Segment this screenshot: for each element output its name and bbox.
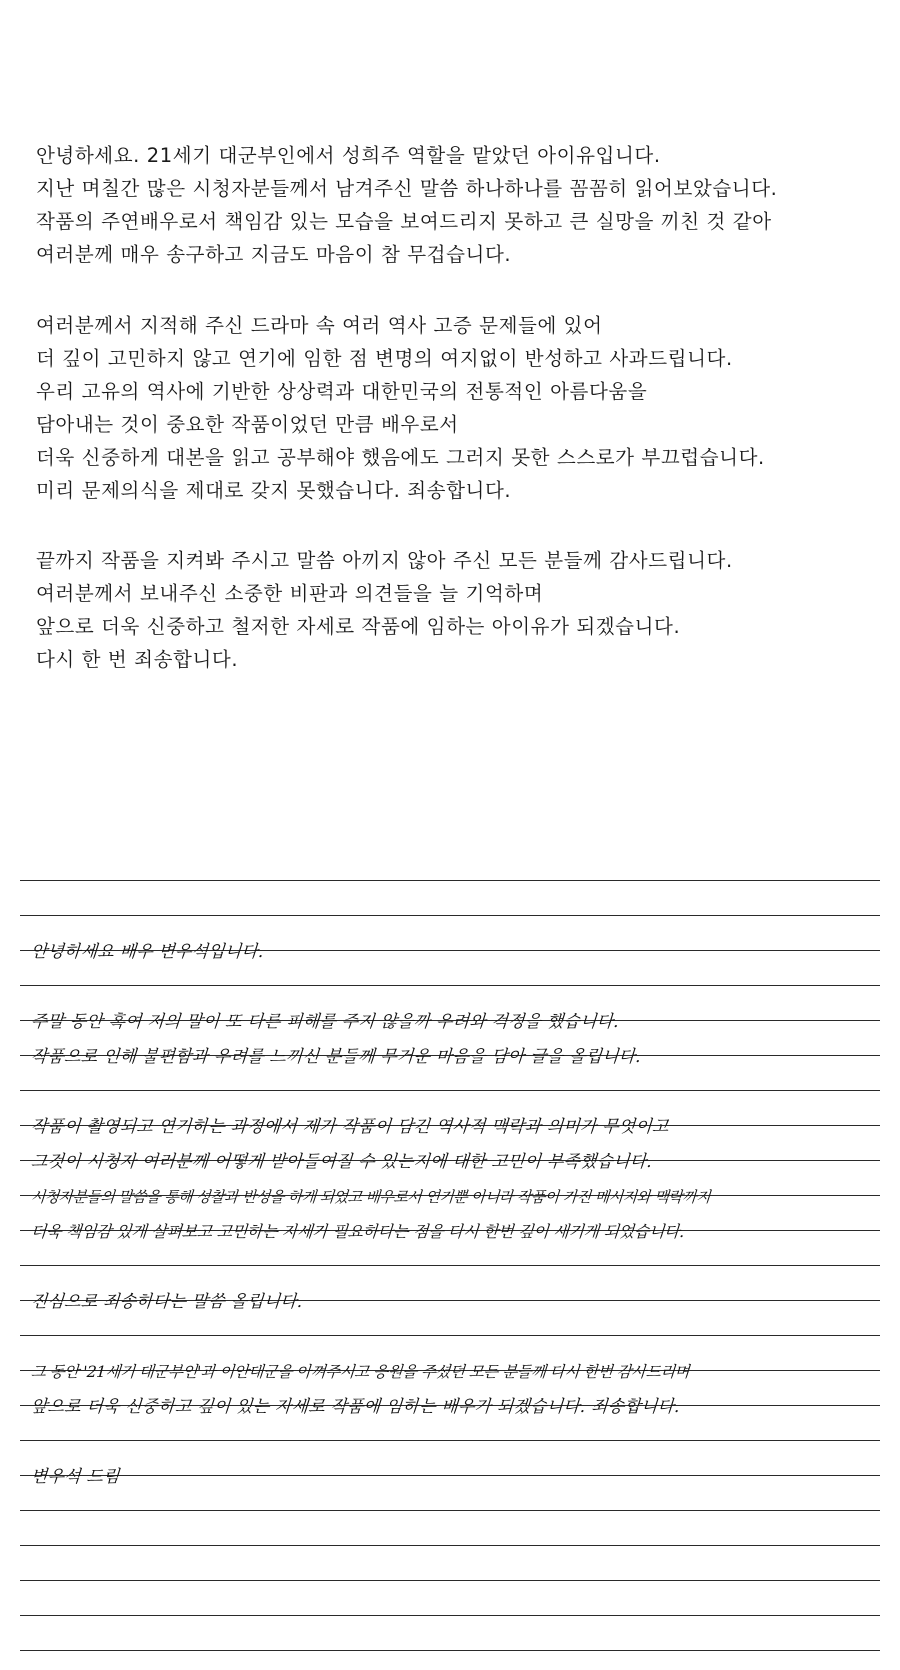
typed-line: 다시 한 번 죄송합니다. <box>36 648 239 671</box>
ruled-line <box>20 1650 880 1651</box>
ruled-line <box>20 1475 880 1476</box>
handwritten-signature: 변우석 드림 <box>30 1467 121 1487</box>
typed-line: 작품의 주연배우로서 책임감 있는 모습을 보여드리지 못하고 큰 실망을 끼친 것 같아 <box>36 210 772 233</box>
ruled-line <box>20 1510 880 1511</box>
typed-line: 담아내는 것이 중요한 작품이었던 만큼 배우로서 <box>36 413 459 436</box>
ruled-line <box>20 1545 880 1546</box>
typed-line: 우리 고유의 역사에 기반한 상상력과 대한민국의 전통적인 아름다움을 <box>36 380 648 403</box>
typed-line: 여러분께서 보내주신 소중한 비판과 의견들을 늘 기억하며 <box>36 582 544 605</box>
typed-line: 앞으로 더욱 신중하고 철저한 자세로 작품에 임하는 아이유가 되겠습니다. <box>36 615 681 638</box>
handwritten-line: 작품이 촬영되고 연기하는 과정에서 제가 작품이 담긴 역사적 맥락과 의미가 무엇이고 <box>30 1117 670 1137</box>
handwritten-line: 그 동안 '21세기 대군부인'과 이안대군을 아껴주시고 응원을 주셨던 모든 분들께 다시 한번 감사드리며 <box>30 1363 690 1381</box>
ruled-line <box>20 1335 880 1336</box>
ruled-line <box>20 880 880 881</box>
typed-line: 더욱 신중하게 대본을 읽고 공부해야 했음에도 그러지 못한 스스로가 부끄럽습니다. <box>36 446 765 469</box>
typed-line: 미리 문제의식을 제대로 갖지 못했습니다. 죄송합니다. <box>36 479 512 502</box>
ruled-line <box>20 1090 880 1091</box>
typed-line: 안녕하세요. 21세기 대군부인에서 성희주 역할을 맡았던 아이유입니다. <box>36 144 661 167</box>
handwritten-line: 앞으로 더욱 신중하고 깊이 있는 자세로 작품에 임하는 배우가 되겠습니다. 죄송합니다. <box>30 1397 681 1417</box>
ruled-line <box>20 1440 880 1441</box>
handwritten-line: 더욱 책임감 있게 살펴보고 고민하는 자세가 필요하다는 점을 다시 한번 깊이 새기게 되었습니다. <box>30 1222 685 1241</box>
ruled-line <box>20 1265 880 1266</box>
handwritten-line: 시청자분들의 말씀을 통해 성찰과 반성을 하게 되었고 배우로서 연기뿐 아니라 작품이 가진 메시지와 맥락까지 <box>30 1188 711 1206</box>
handwritten-line: 안녕하세요 배우 변우석입니다. <box>30 942 265 962</box>
handwritten-line: 그것이 시청자 여러분께 어떻게 받아들여질 수 있는지에 대한 고민이 부족했습니다. <box>30 1152 653 1172</box>
typed-line: 여러분께 매우 송구하고 지금도 마음이 참 무겁습니다. <box>36 243 512 266</box>
ruled-line <box>20 915 880 916</box>
ruled-line <box>20 1615 880 1616</box>
ruled-line <box>20 985 880 986</box>
handwritten-line: 주말 동안 혹여 저의 말이 또 다른 피해를 주지 않을까 우려와 걱정을 했습니다. <box>30 1012 620 1032</box>
typed-line: 지난 며칠간 많은 시청자분들께서 남겨주신 말씀 하나하나를 꼼꼼히 읽어보았습니다. <box>36 177 778 200</box>
typed-line: 끝까지 작품을 지켜봐 주시고 말씀 아끼지 않아 주신 모든 분들께 감사드립니다. <box>36 549 733 572</box>
handwritten-letter-sheet <box>0 880 900 1670</box>
handwritten-line: 작품으로 인해 불편함과 우려를 느끼신 분들께 무거운 마음을 담아 글을 올립니다. <box>30 1047 642 1067</box>
handwritten-line: 진심으로 죄송하다는 말씀 올립니다. <box>30 1292 304 1312</box>
typed-line: 더 깊이 고민하지 않고 연기에 임한 점 변명의 여지없이 반성하고 사과드립니다. <box>36 347 733 370</box>
ruled-line <box>20 1580 880 1581</box>
typed-line: 여러분께서 지적해 주신 드라마 속 여러 역사 고증 문제들에 있어 <box>36 314 603 337</box>
